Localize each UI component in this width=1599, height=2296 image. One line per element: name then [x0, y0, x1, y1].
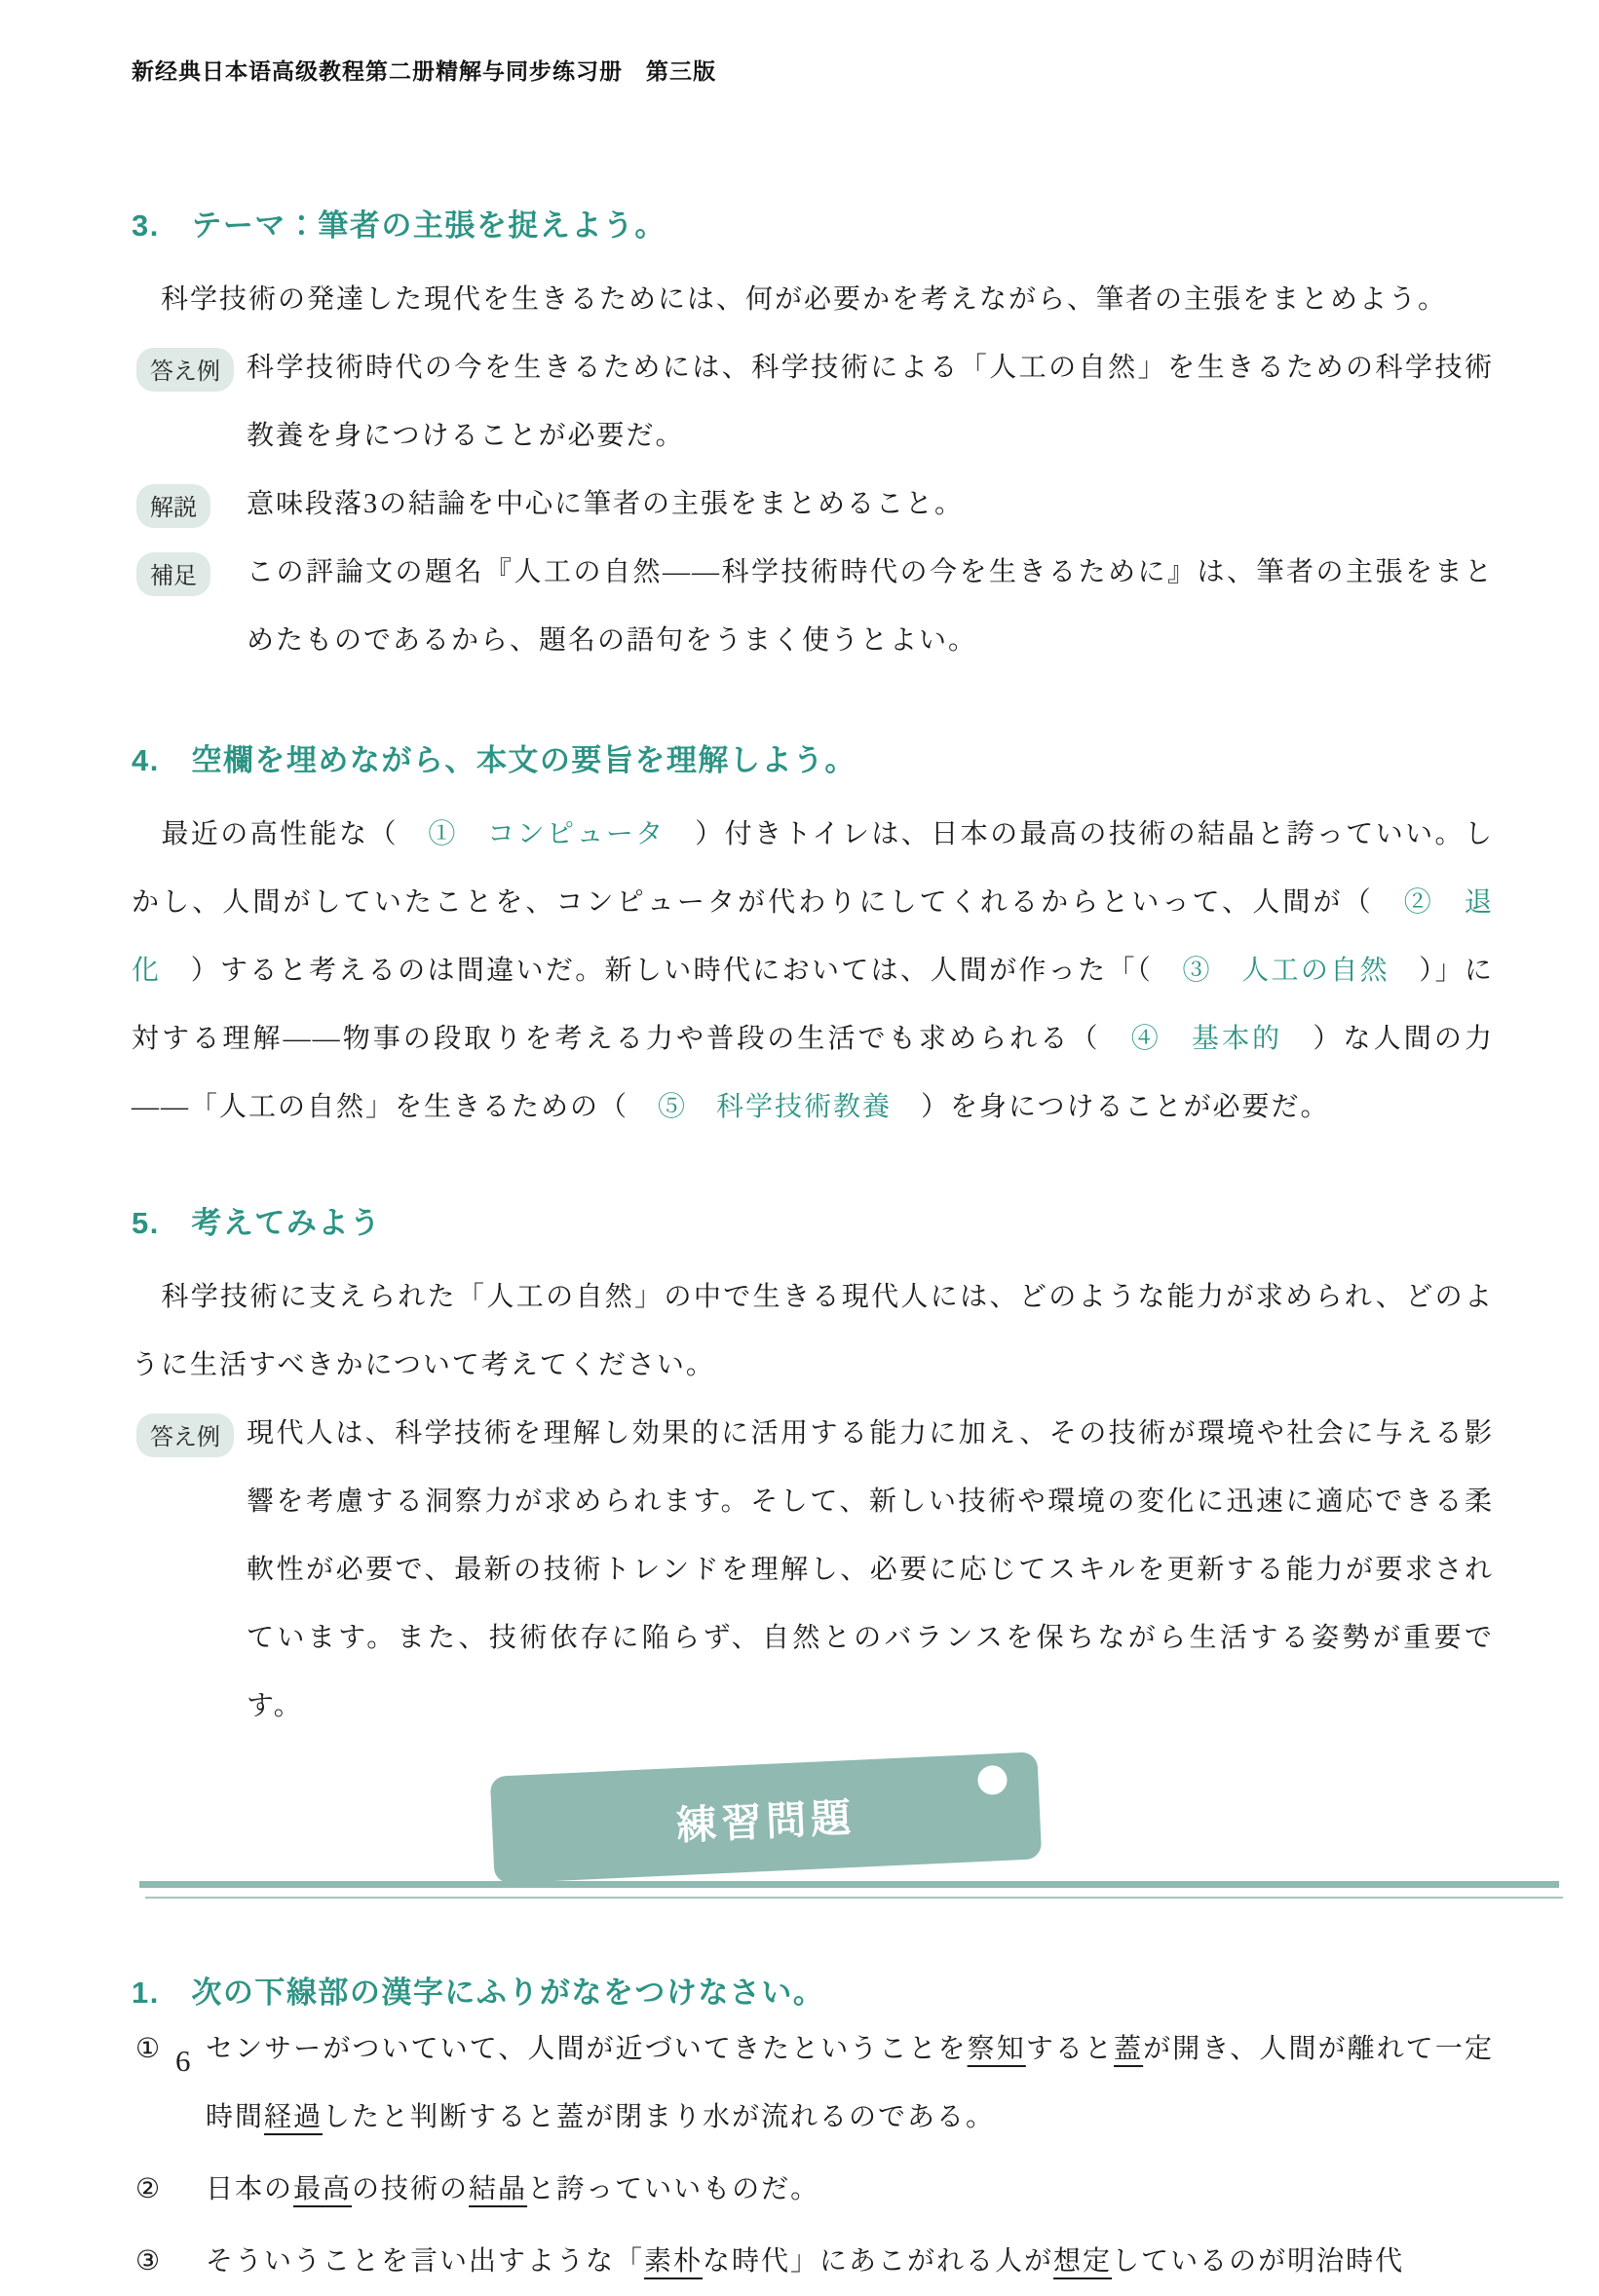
- section-3-hosoku-block: [132, 539, 1494, 675]
- banner-rule-thin: [145, 1897, 1563, 1899]
- item-3-number: ③: [135, 2246, 161, 2277]
- practice-banner-area: [132, 1756, 1494, 1917]
- section-4-heading: 4. 空欄を埋めながら、本文の要旨を理解しよう。: [132, 743, 857, 777]
- banner-hole-icon: [977, 1765, 1008, 1795]
- section-5-answer-block: [132, 1400, 1494, 1741]
- practice-question-1: [132, 1968, 1494, 2296]
- question-1-heading: 1. 次の下線部の漢字にふりがなをつけなさい。: [132, 1976, 825, 2010]
- item-2-number: ②: [135, 2174, 161, 2204]
- section-5: [132, 1198, 1494, 1741]
- section-3: [132, 201, 1494, 675]
- page-content: [132, 0, 1494, 2296]
- section-5-answer-text: 現代人は、科学技術を理解し効果的に活用する能力に加え、その技術が環境や社会に与える影響を考慮する洞察力が求められます。そして、新しい技術や環境の変化に迅速に適応できる柔軟性が必要で、最新の技術トレンドを理解し、必要に応じてスキルを更新する能力が要求されています。また、技術依存に陥らず、自然とのバランスを保ちながら生活する姿勢が重要です。: [247, 1418, 1494, 1721]
- banner-rule-thick: [139, 1881, 1559, 1888]
- practice-banner-title: 練習問題: [675, 1794, 857, 1848]
- section-5-heading: 5. 考えてみよう: [132, 1206, 382, 1240]
- section-3-answer-text: 科学技術時代の今を生きるためには、科学技術による「人工の自然」を生きるための科学技術教養を身につけることが必要だ。: [247, 353, 1494, 451]
- question-1-item-3: [132, 2228, 1494, 2296]
- book-title-header: 新经典日本语高级教程第二册精解与同步练习册 第三版: [132, 58, 716, 84]
- section-3-heading: 3. テーマ：筆者の主張を捉えよう。: [132, 208, 666, 243]
- question-1-item-1: [132, 2015, 1494, 2152]
- practice-banner-plate: [490, 1751, 1042, 1883]
- section-3-hosoku-text: この評論文の題名『人工の自然——科学技術時代の今を生きるために』は、筆者の主張をまとめたものであるから、題名の語句をうまく使うとよい。: [247, 557, 1494, 656]
- section-3-intro: 科学技術の発達した現代を生きるためには、何が必要かを考えながら、筆者の主張をまとめよう。: [132, 284, 1448, 315]
- kaisetsu-label: 解説: [136, 484, 210, 528]
- item-3-text: そういうことを言い出すような「素朴な時代」にあこがれる人が想定しているのが明治時代: [206, 2246, 1405, 2277]
- question-1-item-2: [132, 2156, 1494, 2224]
- section-4: [132, 735, 1494, 1142]
- section-3-kaisetsu-text: 意味段落3の結論を中心に筆者の主張をまとめること。: [247, 489, 965, 519]
- section-3-answer-block: [132, 334, 1494, 470]
- hosoku-label: 補足: [136, 552, 210, 596]
- answer-example-label-2: 答え例: [136, 1413, 234, 1457]
- answer-example-label: 答え例: [136, 348, 234, 392]
- item-1-number: ①: [135, 2034, 161, 2064]
- section-5-intro: 科学技術に支えられた「人工の自然」の中で生きる現代人には、どのような能力が求められ、どのように生活すべきかについて考えてください。: [132, 1282, 1494, 1380]
- section-4-summary-paragraph: 最近の高性能な（ ① コンピュータ ）付きトイレは、日本の最高の技術の結晶と誇っていい。しかし、人間がしていたことを、コンピュータが代わりにしてくれるからといって、人間が（ ② 退化 ）すると考えるのは間違いだ。新しい時代においては、人間が作った「（ ③ 人工の自然 ）」に対する理解——物事の段取りを考える力や普段の生活でも求められる（ ④ 基本的 ）な人間の力——「人工の自然」を生きるための（ ⑤ 科学技術教養 ）を身につけることが必要だ。: [132, 819, 1494, 1122]
- item-2-text: 日本の最高の技術の結晶と誇っていいものだ。: [206, 2174, 820, 2204]
- section-3-kaisetsu-block: [132, 470, 1494, 539]
- item-1-text: センサーがついていて、人間が近づいてきたということを察知すると蓋が開き、人間が離れて一定時間経過したと判断すると蓋が閉まり水が流れるのである。: [206, 2034, 1494, 2132]
- page-number: 6: [175, 2044, 191, 2078]
